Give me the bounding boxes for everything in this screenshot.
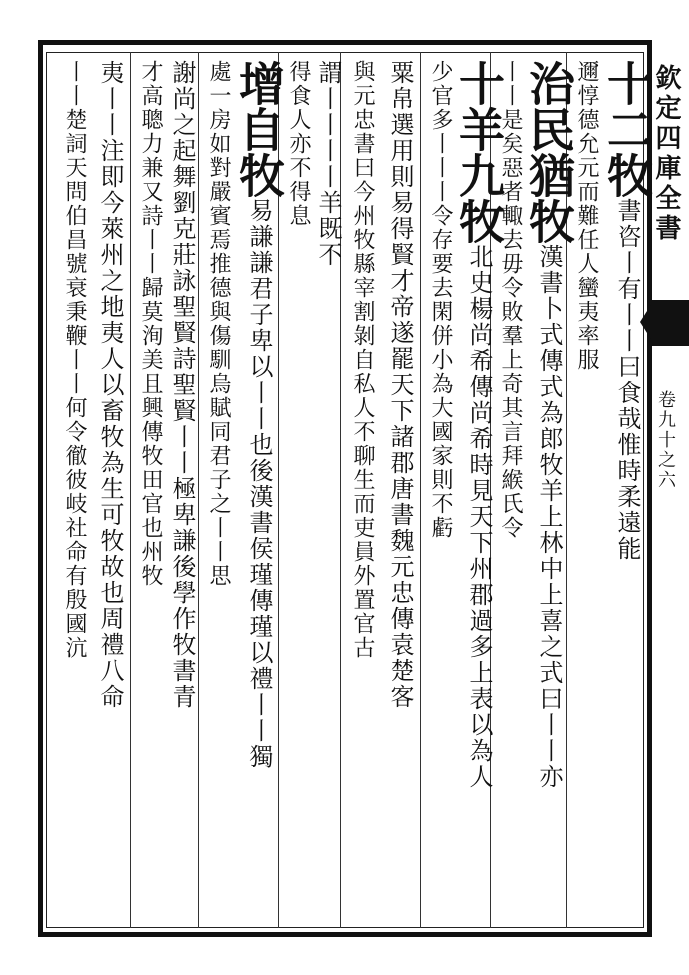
text-column bbox=[522, 60, 576, 922]
text-column bbox=[312, 60, 344, 922]
book-title: 欽定四庫全書 bbox=[651, 64, 681, 244]
text-column bbox=[232, 60, 286, 922]
text-column bbox=[384, 60, 416, 922]
text-column bbox=[166, 60, 198, 922]
column-divider bbox=[198, 52, 199, 928]
text-column bbox=[600, 60, 654, 922]
text-subcolumn: 才高聰力兼又詩丨丨歸莫洵美且興傳牧田官也州牧 bbox=[138, 60, 163, 588]
entry-heading: 增自牧 bbox=[232, 60, 286, 198]
text-column bbox=[452, 60, 506, 922]
entry-heading: 治民猶牧 bbox=[522, 60, 576, 244]
text-subcolumn: 得食人亦不得息 bbox=[286, 60, 311, 228]
text-column bbox=[94, 60, 126, 922]
text-subcolumn: 處一房如對嚴賓焉推德與傷馴烏賦同君子之丨丨思 bbox=[206, 60, 231, 588]
juan-label: 卷九十之六 bbox=[655, 390, 676, 490]
entry-text: 易謙謙君子卑以丨丨也後漢書侯瑾傳瑾以禮丨丨獨 bbox=[245, 198, 273, 770]
entry-text: 漢書卜式傳式為郎牧羊上林中上喜之式曰丨丨亦 bbox=[535, 244, 563, 790]
entry-text: 夷丨丨注即今萊州之地夷人以畜牧為生可牧故也周禮八命 bbox=[96, 60, 124, 710]
entry-heading: 十二牧 bbox=[600, 60, 654, 198]
entry-text: 謝尚之起舞劉克莊詠聖賢詩聖賢丨丨極卑謙後學作牧書青 bbox=[168, 60, 196, 710]
text-subcolumn: 與元忠書曰今州牧縣宰割剝自私人不聊生而吏員外置官古 bbox=[350, 60, 375, 660]
entry-text: 書咨丨有丨丨曰食哉惟時柔遠能 bbox=[613, 198, 641, 562]
entry-text: 謂丨丨丨丨羊既不 bbox=[314, 60, 342, 268]
entry-text: 北史楊尚希傳尚希時見天下州郡過多上表以為人 bbox=[465, 244, 493, 790]
fishtail-mark bbox=[652, 300, 689, 346]
text-subcolumn: 丨丨是矣惡者輙去毋令敗羣上奇其言拜緱氏令 bbox=[498, 60, 523, 540]
column-divider bbox=[130, 52, 131, 928]
column-divider bbox=[420, 52, 421, 928]
text-subcolumn: 丨丨楚詞天問伯昌號衰秉鞭丨丨何令徹彼岐社命有殷國沆 bbox=[62, 60, 87, 660]
text-subcolumn: 邇惇德允元而難任人蠻夷率服 bbox=[574, 60, 599, 372]
text-subcolumn: 少官多丨丨丨令存要去閑併小為大國家則不虧 bbox=[428, 60, 453, 540]
entry-heading: 十羊九牧 bbox=[452, 60, 506, 244]
entry-text: 粟帛選用則易得賢才帝遂罷天下諸郡唐書魏元忠傳袁楚客 bbox=[386, 60, 414, 710]
